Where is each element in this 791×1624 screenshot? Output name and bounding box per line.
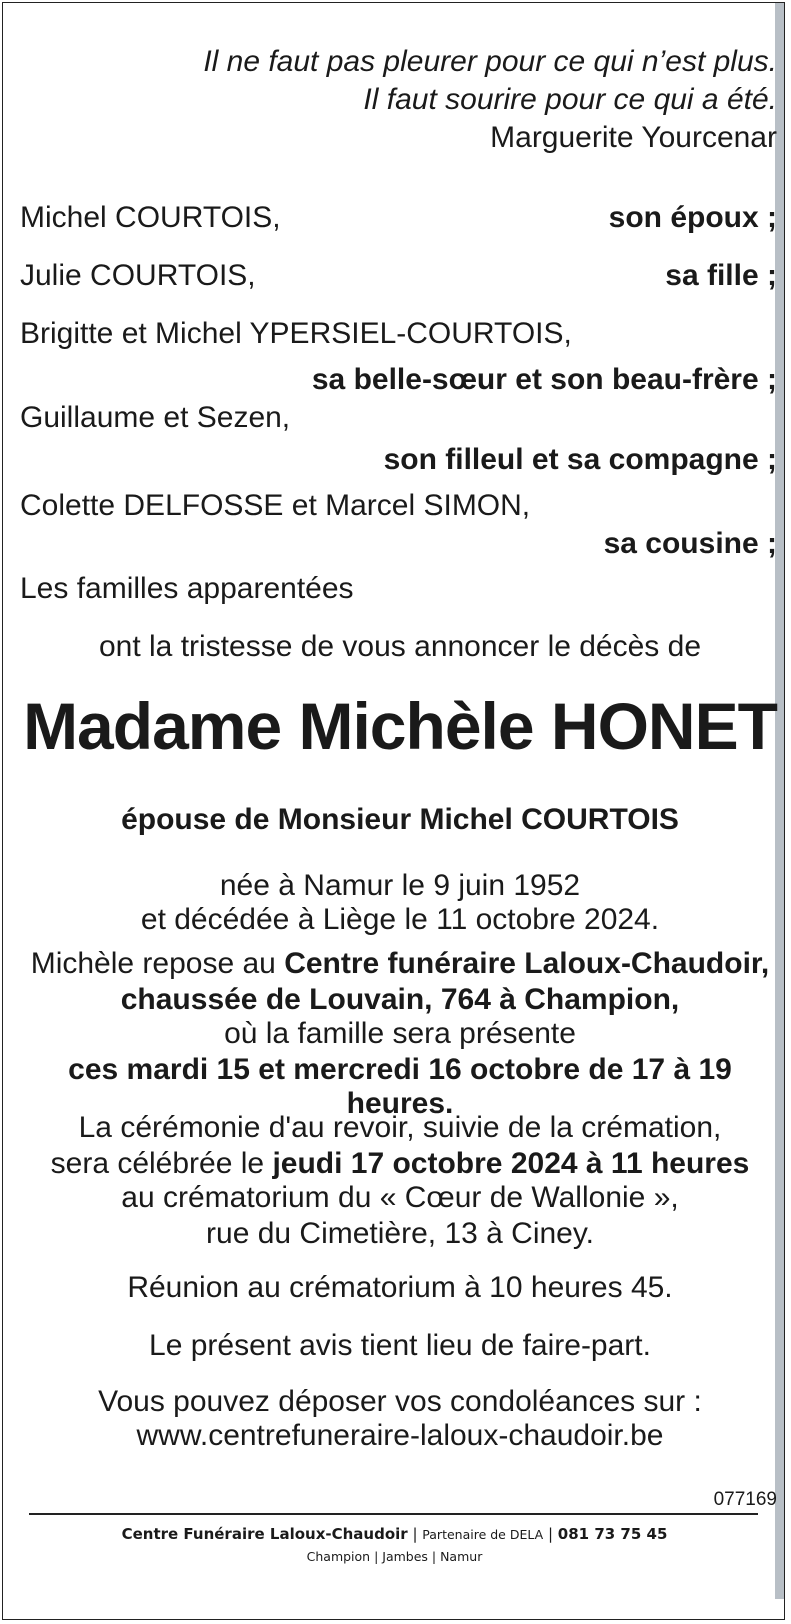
reference-number: 077169 — [713, 1489, 777, 1510]
family-relation: son époux ; — [608, 201, 777, 234]
notice-line: Le présent avis tient lieu de faire-part. — [149, 1329, 651, 1362]
ceremony-line-4: rue du Cimetière, 13 à Ciney. — [206, 1217, 594, 1250]
family-relation: sa cousine ; — [603, 527, 777, 560]
meeting-line: Réunion au crématorium à 10 heures 45. — [127, 1271, 673, 1304]
families-related-text: Les familles apparentées — [20, 572, 354, 605]
ceremony-line-3: au crématorium du « Cœur de Wallonie », — [121, 1181, 679, 1214]
condolences-line: Vous pouvez déposer vos condoléances sur : — [98, 1385, 702, 1418]
ceremony-date: jeudi 17 octobre 2024 à 11 heures — [272, 1147, 750, 1180]
footer-partner: Partenaire de DELA — [422, 1527, 544, 1542]
condolences-url[interactable]: www.centrefuneraire-laloux-chaudoir.be — [136, 1419, 664, 1452]
announcement-line: ont la tristesse de vous annoncer le décès de — [98, 630, 702, 663]
family-relation: son filleul et sa compagne ; — [383, 443, 777, 476]
family-name: Brigitte et Michel YPERSIEL-COURTOIS, — [20, 317, 572, 350]
rest-address-text: chaussée de Louvain, 764 à Champion, — [120, 983, 680, 1016]
family-relation: sa belle-sœur et son beau-frère ; — [311, 363, 777, 396]
family-name: Colette DELFOSSE et Marcel SIMON, — [20, 489, 531, 522]
birth-line: née à Namur le 9 juin 1952 — [219, 869, 581, 902]
footer-divider — [29, 1513, 758, 1515]
rest-prefix: Michèle repose au — [30, 947, 285, 980]
ceremony-line-1: La cérémonie d'au revoir, suivie de la crémation, — [78, 1111, 722, 1144]
ceremony-line-2 — [20, 1147, 780, 1181]
quote-line-1: Il ne faut pas pleurer pour ce qui n’est plus. — [203, 45, 777, 78]
funeral-center-name: Centre funéraire Laloux-Chaudoir, — [284, 947, 770, 980]
footer-phone[interactable]: 081 73 75 45 — [557, 1525, 668, 1543]
family-present-line: où la famille sera présente — [224, 1017, 576, 1050]
footer-locations: Champion | Jambes | Namur — [306, 1549, 483, 1564]
footer-separator: | — [547, 1525, 554, 1543]
footer-company-line — [3, 1525, 786, 1543]
epigraph-quote — [203, 43, 777, 157]
ceremony-prefix: sera célébrée le — [50, 1147, 273, 1180]
family-name: Michel COURTOIS, — [20, 201, 281, 234]
deceased-name: Madame Michèle HONET — [23, 689, 777, 763]
death-line: et décédée à Liège le 11 octobre 2024. — [140, 903, 660, 936]
rest-place-line — [20, 947, 780, 981]
family-relation: sa fille ; — [665, 259, 777, 292]
footer-company: Centre Funéraire Laloux-Chaudoir — [121, 1525, 408, 1543]
family-name: Guillaume et Sezen, — [20, 401, 291, 434]
quote-author: Marguerite Yourcenar — [490, 121, 777, 154]
spouse-line: épouse de Monsieur Michel COURTOIS — [121, 803, 679, 836]
family-name: Julie COURTOIS, — [20, 259, 256, 292]
rest-address — [20, 983, 780, 1017]
quote-line-2: Il faut sourire pour ce qui a été. — [363, 83, 777, 116]
obituary-frame — [2, 2, 785, 1620]
footer-separator: | — [412, 1525, 418, 1543]
visiting-hours-text: ces mardi 15 et mercredi 16 octobre de 17 à 19 heures. — [68, 1053, 732, 1120]
